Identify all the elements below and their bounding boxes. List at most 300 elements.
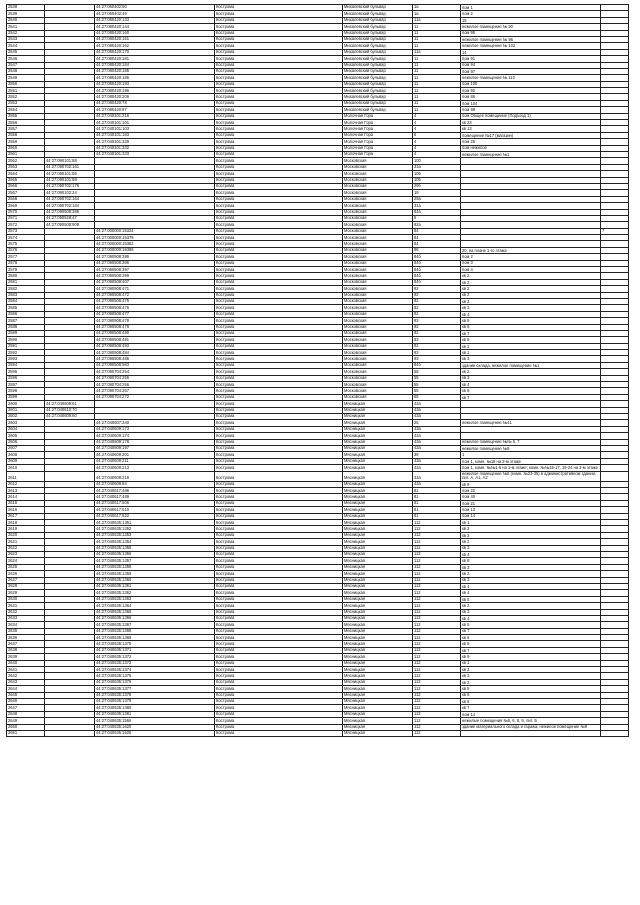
row-number-cell: 2550 bbox=[7, 81, 45, 87]
row-number-cell: 2564 bbox=[7, 171, 45, 177]
house-cell: 1а bbox=[413, 5, 461, 11]
note-cell: 7 bbox=[601, 228, 629, 234]
city-cell: Кострома bbox=[215, 583, 343, 589]
street-cell: Московская bbox=[343, 247, 413, 253]
street-cell: Московская bbox=[343, 369, 413, 375]
cadastral-object-cell: 44:27:040609:174 bbox=[95, 433, 215, 439]
premises-cell: пом 13 bbox=[461, 507, 601, 513]
street-cell: Московская bbox=[343, 337, 413, 343]
cadastral-object-cell: 44:27:080420:185 bbox=[95, 68, 215, 74]
premises-cell: пом 92 bbox=[461, 88, 601, 94]
row-number-cell: 2562 bbox=[7, 158, 45, 164]
row-number-cell: 2591 bbox=[7, 343, 45, 349]
row-number-cell: 2627 bbox=[7, 577, 45, 583]
row-number-cell: 2637 bbox=[7, 641, 45, 647]
city-cell: Кострома bbox=[215, 190, 343, 196]
house-cell: 92 bbox=[413, 311, 461, 317]
street-cell: Мясницкая bbox=[343, 667, 413, 673]
house-cell: 112 bbox=[413, 520, 461, 526]
premises-cell: кв 4 bbox=[461, 382, 601, 388]
premises-cell: кв 2 bbox=[461, 279, 601, 285]
street-cell: Московская bbox=[343, 215, 413, 221]
city-cell: Кострома bbox=[215, 564, 343, 570]
house-cell: 112 bbox=[413, 673, 461, 679]
city-cell: Кострома bbox=[215, 94, 343, 100]
city-cell: Кострома bbox=[215, 622, 343, 628]
premises-cell: пом нежилое bbox=[461, 145, 601, 151]
house-cell: 11 bbox=[413, 30, 461, 36]
city-cell: Кострома bbox=[215, 324, 343, 330]
cadastral-object-cell: 44:27:040607:340 bbox=[95, 420, 215, 426]
premises-cell: пом 91 bbox=[461, 56, 601, 62]
cadastral-object-cell: 44:27:090704:267 bbox=[95, 388, 215, 394]
cadastral-object-cell: 44:27:080420:206 bbox=[95, 94, 215, 100]
premises-cell: пом 100 bbox=[461, 81, 601, 87]
city-cell: Кострома bbox=[215, 132, 343, 138]
house-cell: 11 bbox=[413, 43, 461, 49]
cadastral-object-cell: 44:27:040635:1369 bbox=[95, 635, 215, 641]
cadastral-object-cell: 44:27:040635:1353 bbox=[95, 532, 215, 538]
house-cell: 11 bbox=[413, 81, 461, 87]
cadastral-object-cell: 44:27:060402:49 bbox=[95, 11, 215, 17]
house-cell: 39 bbox=[413, 452, 461, 458]
city-cell: Кострома bbox=[215, 394, 343, 400]
house-cell: 112 bbox=[413, 705, 461, 711]
city-cell: Кострома bbox=[215, 571, 343, 577]
row-number-cell: 2630 bbox=[7, 596, 45, 602]
house-cell: 112 bbox=[413, 686, 461, 692]
street-cell: Мясницкая bbox=[343, 458, 413, 464]
city-cell: Кострома bbox=[215, 100, 343, 106]
city-cell: Кострома bbox=[215, 43, 343, 49]
house-cell: 84б bbox=[413, 254, 461, 260]
street-cell: Мясницкая bbox=[343, 679, 413, 685]
house-cell: 43а bbox=[413, 458, 461, 464]
street-cell: Михалевский бульвар bbox=[343, 62, 413, 68]
house-cell: 112 bbox=[413, 532, 461, 538]
house-cell: 112 bbox=[413, 545, 461, 551]
row-number-cell: 2568 bbox=[7, 196, 45, 202]
note-cell bbox=[601, 471, 629, 481]
house-cell: 112 bbox=[413, 635, 461, 641]
cadastral-object-cell: 44:27:080420:161 bbox=[95, 36, 215, 42]
city-cell: Кострома bbox=[215, 228, 343, 234]
cadastral-object-cell: 44:27:040101:103 bbox=[95, 126, 215, 132]
cadastral-object-cell: 44:27:040635:1378 bbox=[95, 692, 215, 698]
row-number-cell: 2615 bbox=[7, 500, 45, 506]
house-cell: 11 bbox=[413, 94, 461, 100]
street-cell: Московская bbox=[343, 311, 413, 317]
city-cell: Кострома bbox=[215, 458, 343, 464]
row-number-cell: 2612 bbox=[7, 481, 45, 487]
street-cell: Мясницкая bbox=[343, 622, 413, 628]
house-cell: 112 bbox=[413, 711, 461, 717]
cadastral-object-cell: 44:27:040635:1365 bbox=[95, 609, 215, 615]
cadastral-land-cell: 44:27:040609:60 bbox=[45, 414, 95, 420]
street-cell: Мясницкая bbox=[343, 590, 413, 596]
cadastral-object-cell: 44:27:040635:1372 bbox=[95, 654, 215, 660]
row-number-cell: 2554 bbox=[7, 107, 45, 113]
street-cell: Мясницкая bbox=[343, 439, 413, 445]
street-cell: Московская bbox=[343, 286, 413, 292]
city-cell: Кострома bbox=[215, 209, 343, 215]
cadastral-object-cell: 44:27:040635:1375 bbox=[95, 673, 215, 679]
row-number-cell: 2601 bbox=[7, 407, 45, 413]
house-cell: 11а bbox=[413, 17, 461, 23]
street-cell: Мясницкая bbox=[343, 539, 413, 545]
street-cell: Московская bbox=[343, 305, 413, 311]
cadastral-object-cell: 44:27:090508:484 bbox=[95, 350, 215, 356]
cadastral-object-cell: 44:27:040609:218 bbox=[95, 471, 215, 481]
cadastral-land-cell bbox=[45, 730, 95, 736]
city-cell: Кострома bbox=[215, 711, 343, 717]
cadastral-object-cell: 44:27:040635:1361 bbox=[95, 583, 215, 589]
house-cell: 81 bbox=[413, 507, 461, 513]
house-cell: 81 bbox=[413, 488, 461, 494]
city-cell: Кострома bbox=[215, 414, 343, 420]
street-cell: Московская bbox=[343, 209, 413, 215]
city-cell: Кострома bbox=[215, 718, 343, 724]
house-cell: 112 bbox=[413, 609, 461, 615]
city-cell: Кострома bbox=[215, 183, 343, 189]
house-cell: 112 bbox=[413, 577, 461, 583]
house-cell: 84 bbox=[413, 241, 461, 247]
cadastral-object-cell: 44:27:090508:471 bbox=[95, 286, 215, 292]
street-cell: Московская bbox=[343, 324, 413, 330]
row-number-cell: 2604 bbox=[7, 426, 45, 432]
house-cell: 29б bbox=[413, 183, 461, 189]
street-cell: Московская bbox=[343, 177, 413, 183]
row-number-cell: 2544 bbox=[7, 43, 45, 49]
city-cell: Кострома bbox=[215, 81, 343, 87]
row-number-cell: 2650 bbox=[7, 724, 45, 730]
cadastral-object-cell: 44:27:090508:407 bbox=[95, 279, 215, 285]
row-number-cell: 2570 bbox=[7, 209, 45, 215]
city-cell: Кострома bbox=[215, 5, 343, 11]
row-number-cell: 2571 bbox=[7, 215, 45, 221]
city-cell: Кострома bbox=[215, 558, 343, 564]
street-cell: Московская bbox=[343, 382, 413, 388]
house-cell: 112 bbox=[413, 571, 461, 577]
row-number-cell: 2618 bbox=[7, 520, 45, 526]
city-cell: Кострома bbox=[215, 635, 343, 641]
cadastral-object-cell: 44:27:040635:1374 bbox=[95, 667, 215, 673]
house-cell: 112 bbox=[413, 615, 461, 621]
city-cell: Кострома bbox=[215, 139, 343, 145]
street-cell: Московская bbox=[343, 375, 413, 381]
row-number-cell: 2620 bbox=[7, 532, 45, 538]
house-cell: 11 bbox=[413, 75, 461, 81]
premises-cell: кв 3 bbox=[461, 564, 601, 570]
city-cell: Кострома bbox=[215, 62, 343, 68]
city-cell: Кострома bbox=[215, 647, 343, 653]
city-cell: Кострома bbox=[215, 11, 343, 17]
street-cell: Мясницкая bbox=[343, 615, 413, 621]
row-number-cell: 2644 bbox=[7, 686, 45, 692]
city-cell: Кострома bbox=[215, 433, 343, 439]
street-cell: Московская bbox=[343, 292, 413, 298]
premises-cell: 20, на плане 1-го этажа bbox=[461, 247, 601, 253]
cadastral-object-cell: 44:27:040635:1351 bbox=[95, 520, 215, 526]
premises-cell: кв 3 bbox=[461, 609, 601, 615]
street-cell: Михалевский бульвар bbox=[343, 81, 413, 87]
note-cell bbox=[601, 730, 629, 736]
house-cell: 55 bbox=[413, 388, 461, 394]
street-cell: Мясницкая bbox=[343, 420, 413, 426]
cadastral-object-cell: 44:27:000000:15324 bbox=[95, 228, 215, 234]
row-number-cell: 2632 bbox=[7, 609, 45, 615]
premises-cell: пом 14 bbox=[461, 711, 601, 717]
city-cell: Кострома bbox=[215, 507, 343, 513]
house-cell: 4 bbox=[413, 139, 461, 145]
premises-cell: пом 1, комн. №18 на 2-м этаже bbox=[461, 458, 601, 464]
premises-cell: кв 2 bbox=[461, 298, 601, 304]
city-cell: Кострома bbox=[215, 254, 343, 260]
row-number-cell: 2557 bbox=[7, 126, 45, 132]
cadastral-object-cell: 44:27:090508:472 bbox=[95, 292, 215, 298]
house-cell: 43а bbox=[413, 465, 461, 471]
registry-sheet bbox=[6, 4, 628, 737]
house-cell: 112 bbox=[413, 698, 461, 704]
house-cell: 93 bbox=[413, 337, 461, 343]
cadastral-object-cell: 44:27:080420:87 bbox=[95, 107, 215, 113]
cadastral-object-cell: 44:27:040101:101 bbox=[95, 120, 215, 126]
city-cell: Кострома bbox=[215, 603, 343, 609]
house-cell: 93 bbox=[413, 350, 461, 356]
house-cell: 112 bbox=[413, 590, 461, 596]
row-number-cell: 2586 bbox=[7, 311, 45, 317]
city-cell: Кострома bbox=[215, 426, 343, 432]
premises-cell: кв 2 bbox=[461, 679, 601, 685]
row-number-cell: 2576 bbox=[7, 247, 45, 253]
city-cell: Кострома bbox=[215, 577, 343, 583]
row-number-cell: 2583 bbox=[7, 292, 45, 298]
premises-cell: кв 23 bbox=[461, 120, 601, 126]
house-cell: 25 bbox=[413, 420, 461, 426]
house-cell: 84б bbox=[413, 362, 461, 368]
house-cell: 112 bbox=[413, 692, 461, 698]
house-cell: 98 bbox=[413, 247, 461, 253]
street-cell: Московская bbox=[343, 203, 413, 209]
city-cell: Кострома bbox=[215, 654, 343, 660]
house-cell: 11 bbox=[413, 36, 461, 42]
house-cell: 43а bbox=[413, 407, 461, 413]
cadastral-object-cell: 44:27:090508:396 bbox=[95, 260, 215, 266]
cadastral-object-cell: 44:27:040609:197 bbox=[95, 445, 215, 451]
row-number-cell: 2624 bbox=[7, 558, 45, 564]
street-cell: Мясницкая bbox=[343, 407, 413, 413]
street-cell: Мясницкая bbox=[343, 686, 413, 692]
street-cell: Московская bbox=[343, 158, 413, 164]
cadastral-object-cell: 44:27:040609:201 bbox=[95, 452, 215, 458]
cadastral-land-cell: 44:27:090101:86 bbox=[45, 171, 95, 177]
city-cell: Кострома bbox=[215, 420, 343, 426]
premises-cell: здание материального склада и гаража, нежилое помещение №9 bbox=[461, 724, 601, 730]
street-cell: Мясницкая bbox=[343, 426, 413, 432]
city-cell: Кострома bbox=[215, 439, 343, 445]
house-cell: 105 bbox=[413, 177, 461, 183]
house-cell: 84 bbox=[413, 235, 461, 241]
street-cell: Мясницкая bbox=[343, 718, 413, 724]
city-cell: Кострома bbox=[215, 286, 343, 292]
street-cell: Мясницкая bbox=[343, 513, 413, 519]
premises-cell: кв 7 bbox=[461, 330, 601, 336]
row-number-cell: 2578 bbox=[7, 260, 45, 266]
row-number-cell: 2589 bbox=[7, 330, 45, 336]
city-cell: Кострома bbox=[215, 298, 343, 304]
premises-cell: кв 4 bbox=[461, 615, 601, 621]
premises-cell: нежилое помещение №1 bbox=[461, 151, 601, 157]
house-cell: 93 bbox=[413, 356, 461, 362]
row-number-cell: 2641 bbox=[7, 667, 45, 673]
cadastral-object-cell: 44:27:080420:133 bbox=[95, 17, 215, 23]
street-cell: Молочная Гора bbox=[343, 120, 413, 126]
house-cell: 43а bbox=[413, 471, 461, 481]
cadastral-object-cell: 44:27:090508:476 bbox=[95, 305, 215, 311]
premises-cell: 15 bbox=[461, 17, 601, 23]
house-cell: 92 bbox=[413, 292, 461, 298]
cadastral-land-cell: 44:27:080102:24 bbox=[45, 190, 95, 196]
row-number-cell: 2622 bbox=[7, 545, 45, 551]
premises-cell: кв 8 bbox=[461, 558, 601, 564]
city-cell: Кострома bbox=[215, 481, 343, 487]
house-cell: 4 bbox=[413, 151, 461, 157]
row-number-cell: 2639 bbox=[7, 654, 45, 660]
row-number-cell: 2609 bbox=[7, 458, 45, 464]
cadastral-object-cell: 44:27:000000:15382 bbox=[95, 241, 215, 247]
premises-cell: пом 1, комн. №№1-6 на 1-м этаже; комн. №№15-17, 19-24 на 2-м этаже bbox=[461, 465, 601, 471]
cadastral-object-cell: 44:27:090704:254 bbox=[95, 369, 215, 375]
premises-cell: пом 14 bbox=[461, 513, 601, 519]
premises-cell: пом 104 bbox=[461, 100, 601, 106]
row-number-cell: 2640 bbox=[7, 660, 45, 666]
row-number-cell: 2600 bbox=[7, 401, 45, 407]
street-cell: Михалевский бульвар bbox=[343, 100, 413, 106]
house-cell: 31а bbox=[413, 164, 461, 170]
street-cell: Московская bbox=[343, 254, 413, 260]
row-number-cell: 2616 bbox=[7, 507, 45, 513]
house-cell: 55 bbox=[413, 369, 461, 375]
row-number-cell: 2542 bbox=[7, 30, 45, 36]
city-cell: Кострома bbox=[215, 273, 343, 279]
registry-table bbox=[6, 4, 629, 737]
row-number-cell: 2577 bbox=[7, 254, 45, 260]
house-cell: 92 bbox=[413, 298, 461, 304]
city-cell: Кострома bbox=[215, 311, 343, 317]
row-number-cell: 2551 bbox=[7, 88, 45, 94]
street-cell: Михалевский бульвар bbox=[343, 88, 413, 94]
street-cell: Московская bbox=[343, 222, 413, 228]
city-cell: Кострома bbox=[215, 526, 343, 532]
cadastral-object-cell: 44:27:040635:1357 bbox=[95, 558, 215, 564]
house-cell: 112 bbox=[413, 641, 461, 647]
row-number-cell: 2545 bbox=[7, 49, 45, 55]
street-cell: Мясницкая bbox=[343, 471, 413, 481]
street-cell: Мясницкая bbox=[343, 692, 413, 698]
cadastral-land-cell: 44:27:090702:164 bbox=[45, 196, 95, 202]
house-cell: 6 bbox=[413, 215, 461, 221]
city-cell: Кострома bbox=[215, 539, 343, 545]
city-cell: Кострома bbox=[215, 596, 343, 602]
row-number-cell: 2607 bbox=[7, 445, 45, 451]
cadastral-object-cell: 44:27:040635:1373 bbox=[95, 660, 215, 666]
row-number-cell: 2579 bbox=[7, 267, 45, 273]
premises-cell: пом 98 bbox=[461, 107, 601, 113]
house-cell: 4 bbox=[413, 120, 461, 126]
street-cell: Михалевский бульвар bbox=[343, 94, 413, 100]
premises-cell: пом 2 bbox=[461, 11, 601, 17]
street-cell: Мясницкая bbox=[343, 724, 413, 730]
cadastral-object-cell: 44:27:040617:489 bbox=[95, 494, 215, 500]
city-cell: Кострома bbox=[215, 679, 343, 685]
street-cell: Мясницкая bbox=[343, 401, 413, 407]
premises-cell: кв 6 bbox=[461, 324, 601, 330]
house-cell: 43а bbox=[413, 439, 461, 445]
cadastral-object-cell: 44:27:040635:1360 bbox=[95, 577, 215, 583]
city-cell: Кострома bbox=[215, 235, 343, 241]
premises-cell: кв 2 bbox=[461, 369, 601, 375]
house-cell: 112 bbox=[413, 526, 461, 532]
city-cell: Кострома bbox=[215, 36, 343, 42]
street-cell: Мясницкая bbox=[343, 647, 413, 653]
row-number-cell: 2606 bbox=[7, 439, 45, 445]
city-cell: Кострома bbox=[215, 545, 343, 551]
cadastral-object-cell: 44:27:040617:506 bbox=[95, 500, 215, 506]
cadastral-land-cell: 44:27:090101:88 bbox=[45, 158, 95, 164]
row-number-cell: 2546 bbox=[7, 56, 45, 62]
cadastral-object-cell: 44:27:040635:1625 bbox=[95, 730, 215, 736]
premises-cell: кв 4 bbox=[461, 311, 601, 317]
cadastral-land-cell: 44:27:090508:386 bbox=[45, 209, 95, 215]
city-cell: Кострома bbox=[215, 407, 343, 413]
city-cell: Кострома bbox=[215, 465, 343, 471]
city-cell: Кострома bbox=[215, 305, 343, 311]
city-cell: Кострома bbox=[215, 158, 343, 164]
street-cell: Московская bbox=[343, 279, 413, 285]
cadastral-object-cell: 44:27:090508:483 bbox=[95, 343, 215, 349]
cadastral-object-cell: 44:27:040609:178 bbox=[95, 439, 215, 445]
street-cell: Московская bbox=[343, 343, 413, 349]
premises-cell: кв 7 bbox=[461, 705, 601, 711]
premises-cell: пом 40 bbox=[461, 494, 601, 500]
city-cell: Кострома bbox=[215, 88, 343, 94]
cadastral-object-cell: 44:27:090508:395 bbox=[95, 254, 215, 260]
table-row bbox=[7, 730, 629, 736]
row-number-cell: 2628 bbox=[7, 583, 45, 589]
street-cell: Московская bbox=[343, 228, 413, 234]
row-number-cell: 2647 bbox=[7, 705, 45, 711]
row-number-cell: 2569 bbox=[7, 203, 45, 209]
house-cell: 4 bbox=[413, 113, 461, 119]
row-number-cell: 2540 bbox=[7, 17, 45, 23]
registry-rows bbox=[7, 5, 629, 737]
row-number-cell: 2543 bbox=[7, 36, 45, 42]
street-cell: Московская bbox=[343, 183, 413, 189]
row-number-cell: 2585 bbox=[7, 305, 45, 311]
street-cell: Мясницкая bbox=[343, 603, 413, 609]
row-number-cell: 2574 bbox=[7, 235, 45, 241]
street-cell: Молочная Гора bbox=[343, 113, 413, 119]
street-cell: Мясницкая bbox=[343, 500, 413, 506]
cadastral-object-cell: 44:27:040101:333 bbox=[95, 151, 215, 157]
city-cell: Кострома bbox=[215, 641, 343, 647]
row-number-cell: 2595 bbox=[7, 369, 45, 375]
premises-cell: кв 6 bbox=[461, 635, 601, 641]
house-cell: 19 bbox=[413, 190, 461, 196]
city-cell: Кострома bbox=[215, 113, 343, 119]
street-cell: Мясницкая bbox=[343, 609, 413, 615]
street-cell: Мясницкая bbox=[343, 564, 413, 570]
